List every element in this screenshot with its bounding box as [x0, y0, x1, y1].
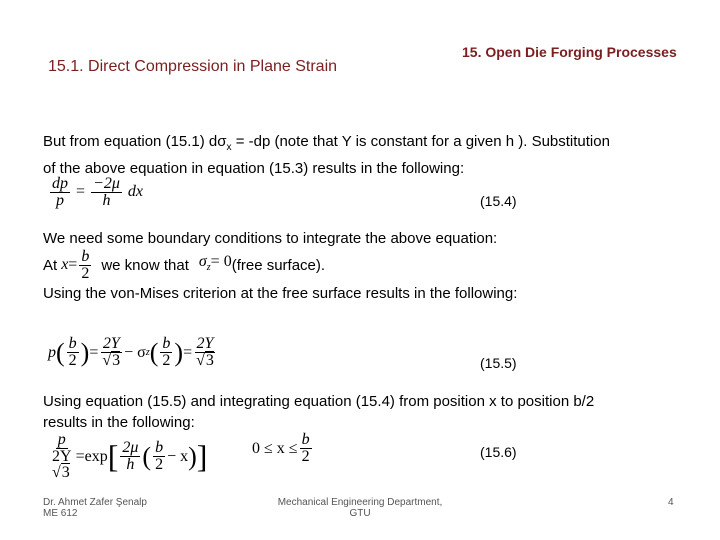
equals-sign: =: [68, 255, 78, 273]
frac-num: −2μ: [93, 175, 120, 192]
frac-num: b: [81, 247, 90, 265]
equation-number-15-5: (15.5): [480, 355, 517, 371]
footer-department-block: [268, 497, 452, 519]
bracket-close: ]: [196, 438, 208, 474]
equals-sign: =: [183, 343, 193, 361]
sqrt-3: 3: [61, 464, 70, 481]
para3-line2: results in the following:: [43, 414, 195, 431]
equals-zero: = 0: [210, 253, 232, 271]
equals-sign: =: [76, 183, 86, 201]
bracket-open: [: [107, 438, 119, 474]
von-mises-intro: Using the von-Mises criterion at the free surface results in the following:: [43, 285, 518, 302]
p-var: p: [48, 343, 56, 361]
footer-course: ME 612: [43, 508, 78, 519]
frac-den: 2Y √3: [52, 448, 72, 481]
frac-b-2: [160, 336, 172, 369]
paren-open: (: [149, 337, 159, 367]
frac-num: b: [68, 335, 77, 352]
two-y: 2Y: [52, 448, 72, 465]
x-var: x: [61, 255, 69, 273]
x-equals-b-over-2: [61, 249, 93, 282]
we-know-that: we know that: [101, 256, 189, 274]
frac-b-2: [153, 440, 165, 473]
section-title: 15.1. Direct Compression in Plane Strain: [48, 58, 338, 75]
paren-open: (: [56, 337, 65, 367]
at-label: At: [43, 256, 58, 274]
para3-line1: Using equation (15.5) and integrating equation (15.4) from position x to position b/2: [43, 393, 595, 410]
boundary-intro: We need some boundary conditions to integrate the above equation:: [43, 230, 498, 247]
dx-term: dx: [127, 183, 143, 201]
equation-number-15-4: (15.4): [480, 193, 517, 209]
frac-den: 2: [81, 264, 90, 282]
frac-den: 2: [68, 352, 77, 369]
inequality-text: 0 ≤ x ≤: [252, 439, 298, 457]
frac-2mu-h: [120, 440, 140, 473]
page-number: 4: [668, 497, 674, 508]
para1-text-a: But from equation (15.1) dσ: [43, 133, 227, 150]
footer-department: Mechanical Engineering Department,: [277, 497, 443, 508]
boundary-line: [43, 245, 325, 285]
equals-sign: =: [75, 447, 85, 465]
frac-num: b: [162, 335, 171, 352]
frac-dp-p: [50, 176, 70, 209]
paren-open: (: [142, 441, 152, 471]
frac-b-2: [79, 249, 91, 282]
z-subscript: z: [145, 347, 150, 358]
sqrt-3: 3: [112, 352, 121, 369]
frac-b-2: [67, 336, 79, 369]
frac-num: p: [57, 431, 66, 448]
minus-sigma: − σ: [124, 343, 146, 361]
frac-2mu-h: [91, 176, 122, 209]
minus-x: − x: [167, 447, 189, 465]
frac-den: h: [102, 192, 111, 209]
frac-num: 2μ: [122, 439, 139, 456]
frac-num: b: [155, 439, 164, 456]
x-range-inequality: [252, 432, 314, 465]
z-subscript: z: [206, 262, 211, 274]
frac-den: 2: [155, 456, 164, 473]
frac-num: b: [301, 431, 310, 448]
para1-subscript: x: [226, 142, 232, 153]
paren-close: ): [80, 337, 90, 367]
frac-num: 2Y: [196, 335, 214, 352]
frac-den: p: [56, 192, 64, 209]
frac-p-2y-sqrt3: [50, 432, 74, 481]
equation-number-15-6: (15.6): [480, 444, 517, 460]
paragraph-integration: [43, 391, 703, 433]
para1-text-line2: of the above equation in equation (15.3) results in the following:: [43, 160, 465, 177]
frac-num: 2Y: [102, 335, 120, 352]
frac-den: 2: [301, 448, 310, 465]
frac-den: 2: [162, 352, 171, 369]
sqrt-3: 3: [205, 352, 214, 369]
free-surface-label: (free surface).: [231, 256, 326, 274]
frac-den: h: [126, 456, 135, 473]
footer-author-block: [43, 497, 147, 519]
equation-15-4: [48, 176, 143, 209]
chapter-title: 15. Open Die Forging Processes: [462, 44, 677, 60]
paren-close: ): [174, 337, 184, 367]
frac-b-2: [300, 432, 312, 465]
paren-close: ): [188, 441, 197, 471]
frac-2y-sqrt3: $\frac{2Y}{√3}$: [102, 335, 121, 369]
equals-sign: =: [89, 343, 99, 361]
equation-15-6: [48, 432, 207, 481]
exp-function: exp: [84, 447, 108, 465]
para1-text-b: = -dp (note that Y is constant for a given h ). Substitution: [231, 133, 610, 150]
footer-author: Dr. Ahmet Zafer Şenalp: [43, 497, 147, 508]
paragraph-substitution: [43, 131, 703, 179]
sigma-z-zero: [199, 251, 232, 278]
frac-num: dp: [52, 175, 68, 192]
equation-15-5: [48, 336, 218, 369]
frac-2y-sqrt3: $\frac{2Y}{√3}$: [196, 335, 214, 369]
footer-university: GTU: [349, 508, 371, 519]
sigma-symbol: σ: [198, 253, 207, 271]
